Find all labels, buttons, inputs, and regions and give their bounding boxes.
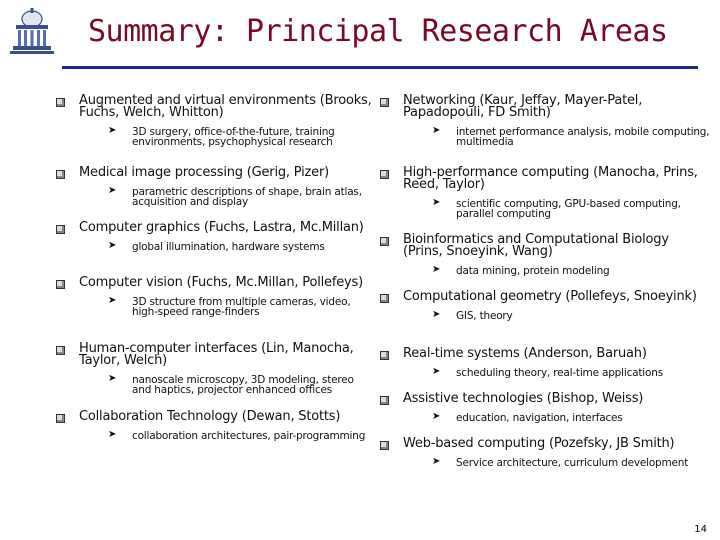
item-text: Collaboration Technology (Dewan, Stotts): [79, 409, 341, 424]
item-text: Real-time systems (Anderson, Baruah): [403, 346, 647, 361]
list-item: [56, 164, 376, 219]
arrowhead-icon: ➤: [432, 309, 441, 320]
square-bullet-icon: [56, 346, 65, 355]
list-item: [380, 92, 710, 164]
sub-item-text: scientific computing, GPU-based computing, parallel computing: [456, 198, 681, 220]
list-item: [380, 164, 710, 231]
list-item: [56, 219, 376, 274]
item-text: Human-computer interfaces (Lin, Manocha, Taylor, Welch): [79, 341, 354, 368]
item-text: Assistive technologies (Bishop, Weiss): [403, 391, 644, 406]
sub-item-text: nanoscale microscopy, 3D modeling, stereo and haptics, projector enhanced offices: [132, 374, 354, 396]
arrowhead-icon: ➤: [108, 125, 117, 136]
item-text: Computational geometry (Pollefeys, Snoeyink): [403, 289, 697, 304]
sub-item: [403, 413, 710, 423]
square-bullet-icon: [380, 396, 389, 405]
square-bullet-icon: [56, 225, 65, 234]
sub-item-text: Service architecture, curriculum development: [456, 457, 689, 469]
list-item: [380, 390, 710, 435]
sub-item: [79, 242, 376, 252]
item-text: High-performance computing (Manocha, Prins, Reed, Taylor): [403, 165, 698, 192]
item-text: Computer graphics (Fuchs, Lastra, Mc.Millan): [79, 220, 364, 235]
square-bullet-icon: [380, 351, 389, 360]
sub-item-text: data mining, protein modeling: [456, 265, 610, 277]
page-title: Summary: Principal Research Areas: [88, 14, 668, 49]
arrowhead-icon: ➤: [432, 456, 441, 467]
sub-item: [403, 368, 710, 378]
sub-item-text: internet performance analysis, mobile computing, multimedia: [456, 126, 710, 148]
item-text: Web-based computing (Pozefsky, JB Smith): [403, 436, 675, 451]
sub-item: [403, 311, 710, 321]
sub-item-text: education, navigation, interfaces: [456, 412, 623, 424]
item-text: Bioinformatics and Computational Biology (Prins, Snoeyink, Wang): [403, 232, 669, 259]
page-number: 14: [694, 524, 707, 535]
arrowhead-icon: ➤: [432, 125, 441, 136]
arrowhead-icon: ➤: [108, 185, 117, 196]
sub-item: [79, 187, 376, 207]
sub-item: [79, 297, 376, 317]
item-text: Augmented and virtual environments (Brooks, Fuchs, Welch, Whitton): [79, 93, 372, 120]
sub-item-text: parametric descriptions of shape, brain atlas, acquisition and display: [132, 186, 362, 208]
sub-item-text: scheduling theory, real-time applications: [456, 367, 663, 379]
square-bullet-icon: [56, 280, 65, 289]
bell-tower-logo: [4, 6, 60, 58]
list-item: [56, 92, 376, 164]
sub-item: [403, 127, 710, 147]
sub-item: [403, 266, 710, 276]
square-bullet-icon: [56, 170, 65, 179]
sub-item: [79, 431, 376, 441]
arrowhead-icon: ➤: [108, 373, 117, 384]
square-bullet-icon: [56, 98, 65, 107]
sub-item-text: collaboration architectures, pair-programming: [132, 430, 366, 442]
left-column: [56, 92, 376, 454]
list-item: [380, 345, 710, 390]
square-bullet-icon: [380, 98, 389, 107]
arrowhead-icon: ➤: [108, 295, 117, 306]
square-bullet-icon: [380, 294, 389, 303]
list-item: [56, 340, 376, 408]
square-bullet-icon: [380, 237, 389, 246]
sub-item: [79, 375, 376, 395]
right-column: [380, 92, 710, 490]
sub-item-text: GIS, theory: [456, 310, 513, 322]
title-underline: [62, 66, 698, 69]
list-item: [380, 435, 710, 490]
list-item: [56, 408, 376, 454]
sub-item-text: 3D structure from multiple cameras, video, high-speed range-finders: [132, 296, 351, 318]
sub-item: [403, 458, 710, 468]
sub-item: [79, 127, 376, 147]
square-bullet-icon: [380, 170, 389, 179]
square-bullet-icon: [56, 414, 65, 423]
arrowhead-icon: ➤: [432, 411, 441, 422]
list-item: [380, 288, 710, 345]
square-bullet-icon: [380, 441, 389, 450]
arrowhead-icon: ➤: [432, 197, 441, 208]
sub-item-text: global illumination, hardware systems: [132, 241, 325, 253]
sub-item-text: 3D surgery, office-of-the-future, training environments, psychophysical research: [132, 126, 335, 148]
item-text: Medical image processing (Gerig, Pizer): [79, 165, 329, 180]
item-text: Networking (Kaur, Jeffay, Mayer-Patel, Papadopouli, FD Smith): [403, 93, 643, 120]
arrowhead-icon: ➤: [108, 240, 117, 251]
list-item: [56, 274, 376, 340]
list-item: [380, 231, 710, 288]
item-text: Computer vision (Fuchs, Mc.Millan, Pollefeys): [79, 275, 363, 290]
arrowhead-icon: ➤: [432, 366, 441, 377]
sub-item: [403, 199, 710, 219]
arrowhead-icon: ➤: [432, 264, 441, 275]
arrowhead-icon: ➤: [108, 429, 117, 440]
